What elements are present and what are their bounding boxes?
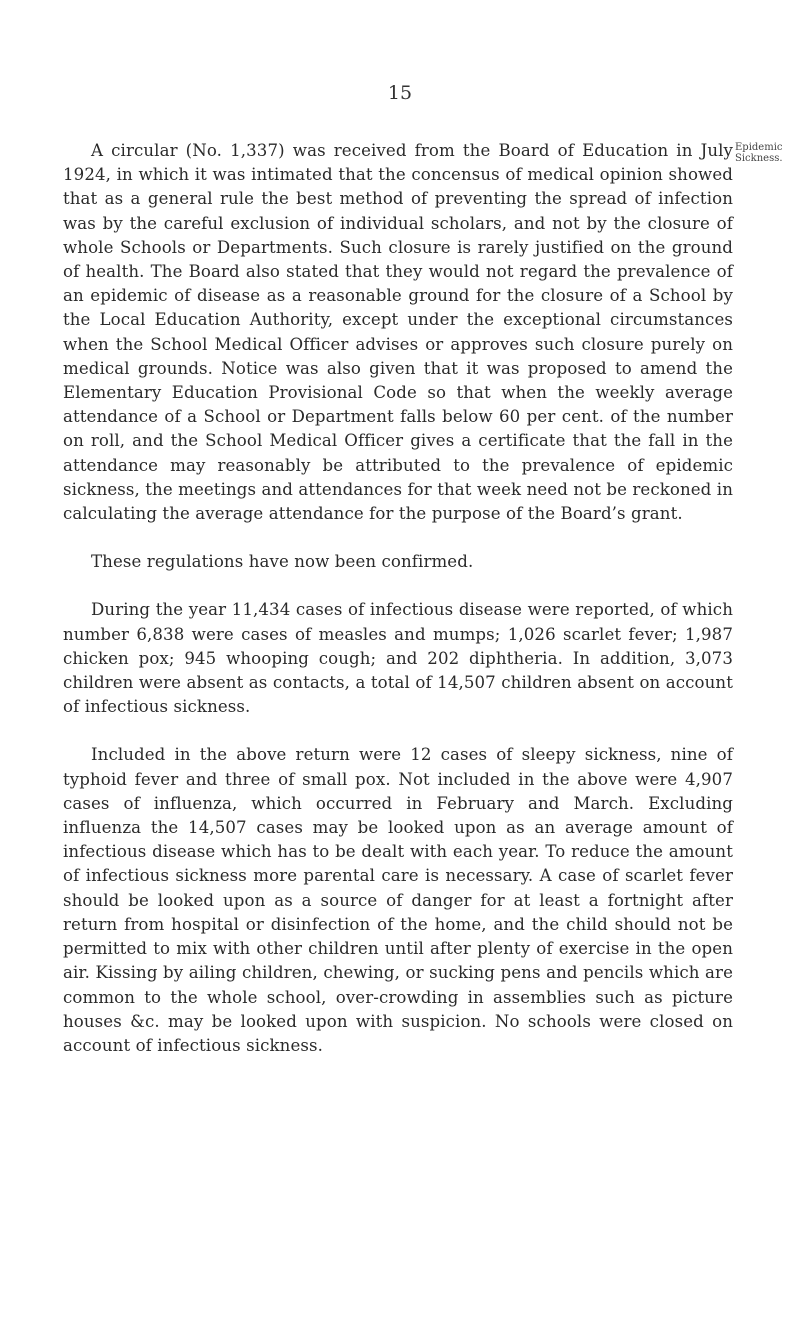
body-text [63, 139, 733, 1058]
paragraph-included: Included in the above return were 12 cases of sleepy sickness, nine of typhoid fever and three of small pox. Not included in the above were 4,907 cases of influenza, which occurred in February and March. Excluding influenza the 14,507 cases may be looked upon as an average amount of infectious disease which has to be dealt with each year. To reduce the amount of infectious sickness more parental care is necessary. A case of scarlet fever should be looked upon as a source of danger for at least a fortnight after return from hospital or disinfection of the home, and the child should not be permitted to mix with other children until after plenty of exercise in the open air. Kissing by ailing children, chewing, or sucking pens and pencils which are common to the whole school, over-crowding in assemblies such as picture houses &c. may be looked upon with suspicion. No schools were closed on account of infectious sickness. [63, 745, 733, 1055]
paragraph-regulations: These regulations have now been confirmed. [91, 552, 474, 572]
page-number: 15 [387, 82, 413, 104]
margin-note-line-1: Epidemic [735, 142, 783, 153]
paragraph-circular: A circular (No. 1,337) was received from the Board of Education in July 1924, in which it was intimated that the concensus of medical opinion showed that as a general rule the best method of preventing the spread of infection was by the careful exclusion of individual scholars, and not by the closure of whole Schools or Departments. Such closure is rarely justified on the ground of health. The Board also stated that they would not regard the prevalence of an epidemic of disease as a reasonable ground for the closure of a School by the Local Education Authority, except under the exceptional circumstances when the School Medical Officer advises or approves such closure purely on medical grounds. Notice was also given that it was proposed to amend the Elementary Education Provisional Code so that when the weekly average attendance of a School or Department falls below 60 per cent. of the number on roll, and the School Medical Officer gives a certificate that the fall in the attendance may reasonably be attributed to the prevalence of epidemic sickness, the meetings and attendances for that week need not be reckoned in calculating the average attendance for the purpose of the Board’s grant. [63, 141, 733, 524]
margin-note [735, 142, 795, 164]
margin-note-line-2: Sickness. [735, 153, 783, 164]
paragraph-cases: During the year 11,434 cases of infectious disease were reported, of which number 6,838 were cases of measles and mumps; 1,026 scarlet fever; 1,987 chicken pox; 945 whooping cough; and 202 diphtheria. In addition, 3,073 children were absent as contacts, a total of 14,507 children absent on account of infectious sickness. [63, 600, 733, 717]
